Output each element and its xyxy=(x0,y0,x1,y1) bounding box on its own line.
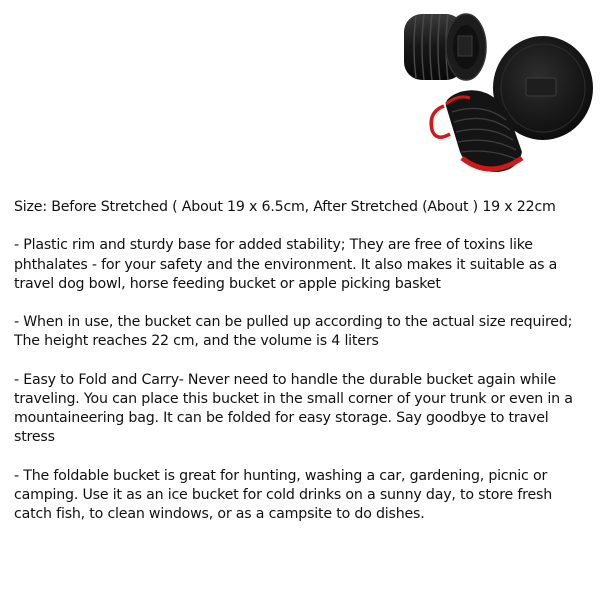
product-description xyxy=(14,198,574,544)
applications-paragraph: - The foldable bucket is great for hunting, washing a car, gardening, picnic or camping. Use it as an ice bucket for cold drinks on a sunny day, to store fresh catch fish, to clean windows, or as a campsite to do dishes. xyxy=(14,467,552,523)
usage-paragraph: - When in use, the bucket can be pulled up according to the actual size required; The height reaches 22 cm, and the volume is 4 liters xyxy=(14,314,573,350)
folded-bucket xyxy=(404,14,486,80)
material-paragraph: - Plastic rim and sturdy base for added stability; They are free of toxins like phthalates - for your safety and the environment. It also makes it suitable as a travel dog bowl, horse feeding bucket or apple picking basket xyxy=(14,237,558,292)
collapsible-bucket-icon xyxy=(398,2,598,192)
collapsible-bucket-image xyxy=(398,2,598,192)
size-paragraph: Size: Before Stretched ( About 19 x 6.5cm, After Stretched (About ) 19 x 22cm xyxy=(14,199,556,215)
portability-paragraph: - Easy to Fold and Carry- Never need to handle the durable bucket again while traveling. You can place this bucket in the small corner of your trunk or even in a mountaineering bag. It can be folded for easy storage. Say goodbye to travel stress xyxy=(14,371,573,446)
